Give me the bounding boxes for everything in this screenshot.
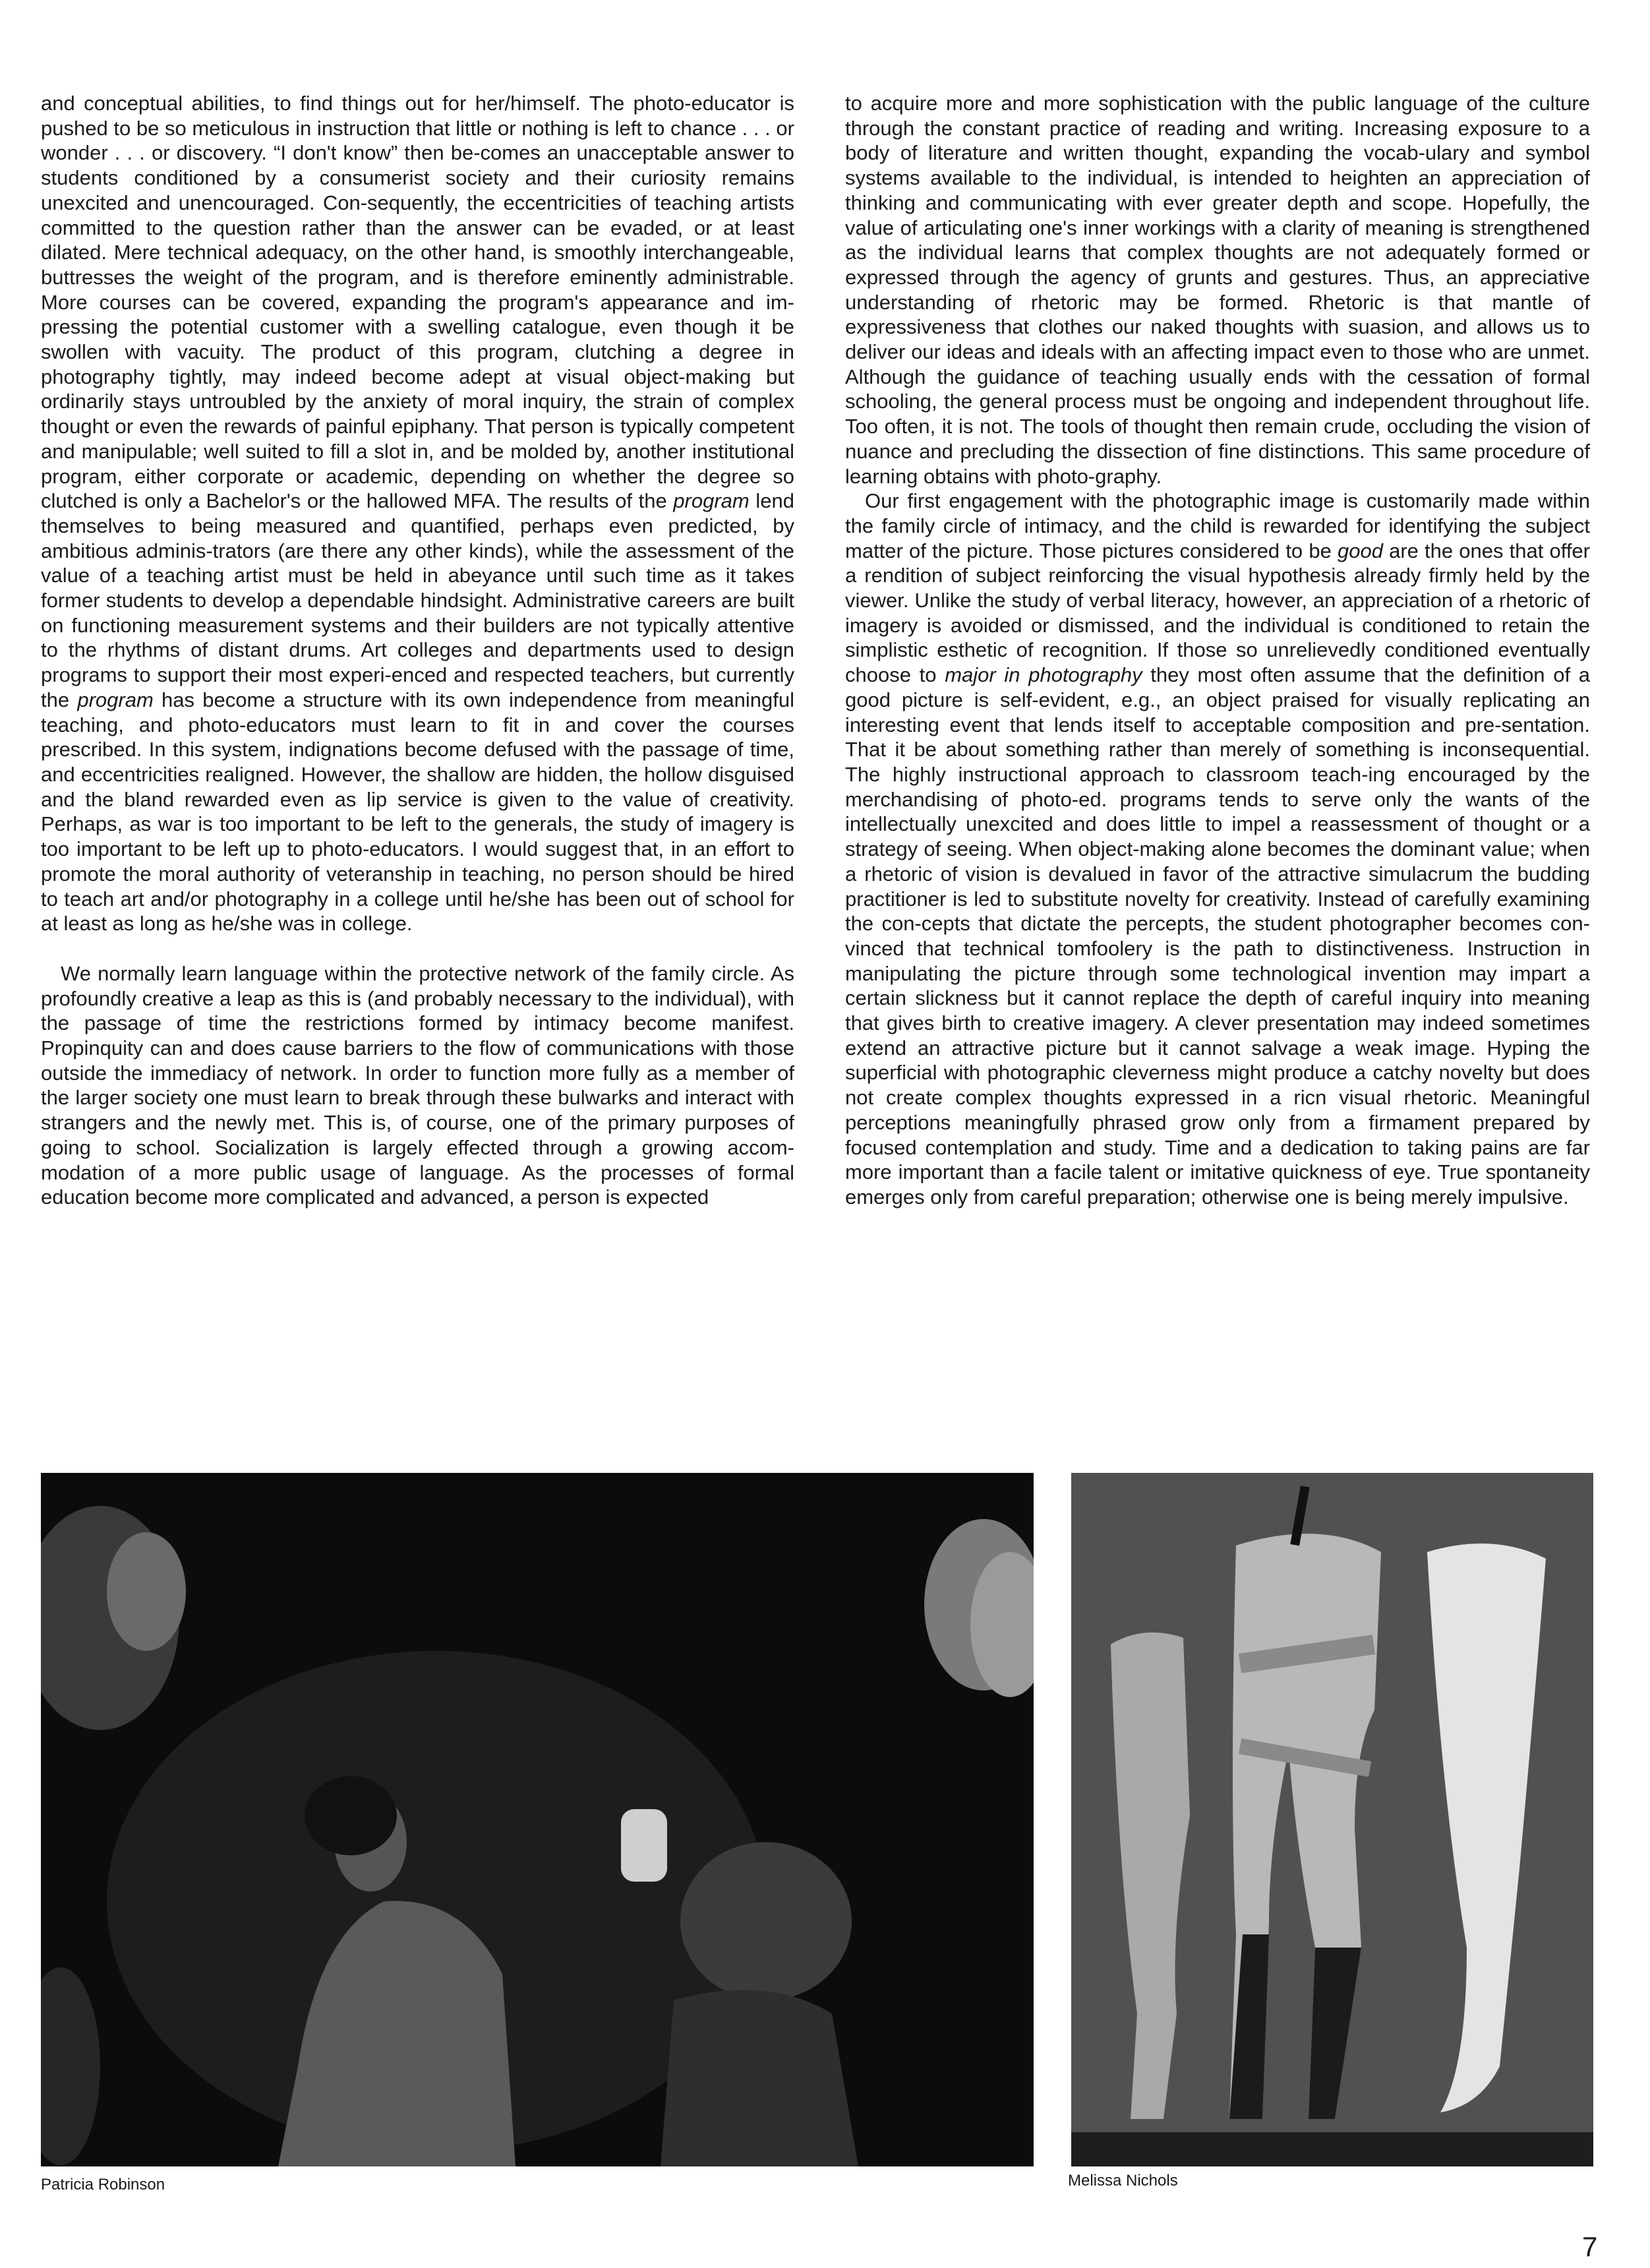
- left-text-column: [41, 91, 794, 1210]
- emphasis-program: program: [77, 688, 154, 711]
- photo-patricia-robinson: [41, 1473, 1034, 2166]
- emphasis-program: program: [673, 489, 750, 513]
- photo-credit-patricia-robinson: Patricia Robinson: [41, 2176, 165, 2193]
- emphasis-good: good: [1337, 539, 1383, 562]
- photo-mannequin-legs: [1071, 1473, 1593, 2166]
- left-paragraph-1: and conceptual abilities, to find things out for her/himself. The photo-educator is pushed to be so meticulous in instruction that little or nothing is left to chance . . . or wonder . . . or discovery. “I don't know” then be-comes an unacceptable answer to students conditioned by a consumerist society and their curiosity remains unexcited and unencouraged. Con-sequently, the eccentricities of teaching artists committed to the question rather than the answer can be evaded, or at least dilated. Mere technical adequacy, on the other hand, is smoothly interchangeable, buttresses the weight of the program, and is therefore eminently administrable. More courses can be covered, expanding the program's appearance and im-pressing the potential customer with a swelling catalogue, even though it be swollen with vacuity. The product of this program, clutching a degree in photography tightly, may indeed become adept at visual object-making but ordinarily stays untroubled by the anxiety of moral inquiry, the strain of complex thought or even the rewards of painful epiphany. That person is typically competent and manipulable; well suited to fill a slot in, and be molded by, another institutional program, either corporate or academic, depending on whether the degree so clutched is only a Bachelor's or the hallowed MFA. The results of the program lend themselves to being measured and quantified, perhaps even predicted, by ambitious adminis-trators (are there any other kinds), while the assessment of the value of a teaching artist must be held in abeyance until such time as it takes former students to develop a dependable hindsight. Administrative careers are built on functioning measurement systems and their builders are not typically attentive to the rhythms of distant drums. Art colleges and departments used to design programs to support their most experi-enced and respected teachers, but currently the program has become a structure with its own independence from meaningful teaching, and photo-educators must learn to fit in and cover the courses prescribed. In this system, indignations become defused with the passage of time, and eccentricities realigned. However, the shallow are hidden, the hollow disguised and the bland rewarded even as lip service is given to the value of creativity. Perhaps, as war is too important to be left to the generals, the study of imagery is too important to be left up to photo-educators. I would suggest that, in an effort to promote the moral authority of veteranship in teaching, no person should be hired to teach art and/or photography in a college until he/she has been out of school for at least as long as he/she was in college.: [41, 92, 794, 936]
- emphasis-major-in-photography: major in photography: [945, 663, 1142, 687]
- page-number: 7: [1582, 2231, 1598, 2262]
- right-paragraph-1: to acquire more and more sophistication with the public language of the culture through the constant practice of reading and writing. Increasing exposure to a body of literature and written thought, expanding the vocab-ulary and symbol systems available to the individual, is intended to heighten an appreciation of thinking and communicating with ever greater depth and scope. Hopefully, the value of articulating one's inner workings with a clarity of meaning is strengthened as the individual learns that complex thoughts are not adequately formed or expressed through the agency of grunts and gestures. Thus, an appreciative understanding of rhetoric may be formed. Rhetoric is that mantle of expressiveness that clothes our naked thoughts with suasion, and allows us to deliver our ideas and ideals with an affecting impact even to those who are unmet. Although the guidance of teaching usually ends with the cessation of formal schooling, the general process must be ongoing and independent throughout life. Too often, it is not. The tools of thought then remain crude, occluding the vision of nuance and precluding the dissection of fine distinctions. This same procedure of learning obtains with photo-graphy.: [845, 92, 1590, 488]
- photo-melissa-nichols: [1071, 1473, 1593, 2166]
- photo-credit-melissa-nichols: Melissa Nichols: [1068, 2172, 1178, 2190]
- photo-people-in-dark-room: [41, 1473, 1034, 2166]
- left-paragraph-2: We normally learn language within the protective network of the family circle. As profoundly creative a leap as this is (and probably necessary to the individual), with the passage of time the restrictions formed by intimacy become manifest. Propinquity can and does cause barriers to the flow of communications with those outside the immediacy of network. In order to function more fully as a member of the larger society one must learn to break through these bulwarks and interact with strangers and the newly met. This is, of course, one of the primary purposes of going to school. Socialization is largely effected through a growing accom-modation of a more public usage of language. As the processes of formal education become more complicated and advanced, a person is expected: [41, 961, 794, 1209]
- right-paragraph-2: Our first engagement with the photographic image is customarily made within the family circle of intimacy, and the child is rewarded for identifying the subject matter of the picture. Those pictures considered to be good are the ones that offer a rendition of subject reinforcing the visual hypothesis already firmly held by the viewer. Unlike the study of verbal literacy, however, an appreciation of a rhetoric of imagery is avoided or dismissed, and the individual is conditioned to retain the simplistic esthetic of recognition. If those so unrelievedly conditioned eventually choose to major in photography they most often assume that the definition of a good picture is self-evident, e.g., an object praised for visually replicating an interesting event that lends itself to acceptable composition and pre-sentation. That it be about something rather than merely of something is inconsequential. The highly instructional approach to classroom teach-ing encouraged by the merchandising of photo-ed. programs tends to serve only the wants of the intellectually unexcited and does little to impel a reassessment of thought or a strategy of seeing. When object-making alone becomes the dominant value; when a rhetoric of vision is devalued in favor of the attractive simulacrum the budding practitioner is led to substitute novelty for creativity. Instead of carefully examining the con-cepts that dictate the percepts, the student photographer becomes con-vinced that technical tomfoolery is the path to distinctiveness. Instruction in manipulating the picture through some technological invention may impart a certain slickness but it cannot replace the depth of careful inquiry into meaning that gives birth to creative imagery. A clever presentation may indeed sometimes extend an attractive picture but it cannot salvage a weak image. Hyping the superficial with photographic cleverness might produce a catchy novelty but does not create complex thoughts expressed in a ricn visual rhetoric. Meaningful perceptions meaningfully phrased grow only from a firmament prepared by focused contemplation and study. Time and a dedication to taking pains are far more important than a facile talent or imitative quickness of eye. True spontaneity emerges only from careful preparation; otherwise one is being merely impulsive.: [845, 489, 1591, 1209]
- right-text-column: [845, 91, 1590, 1210]
